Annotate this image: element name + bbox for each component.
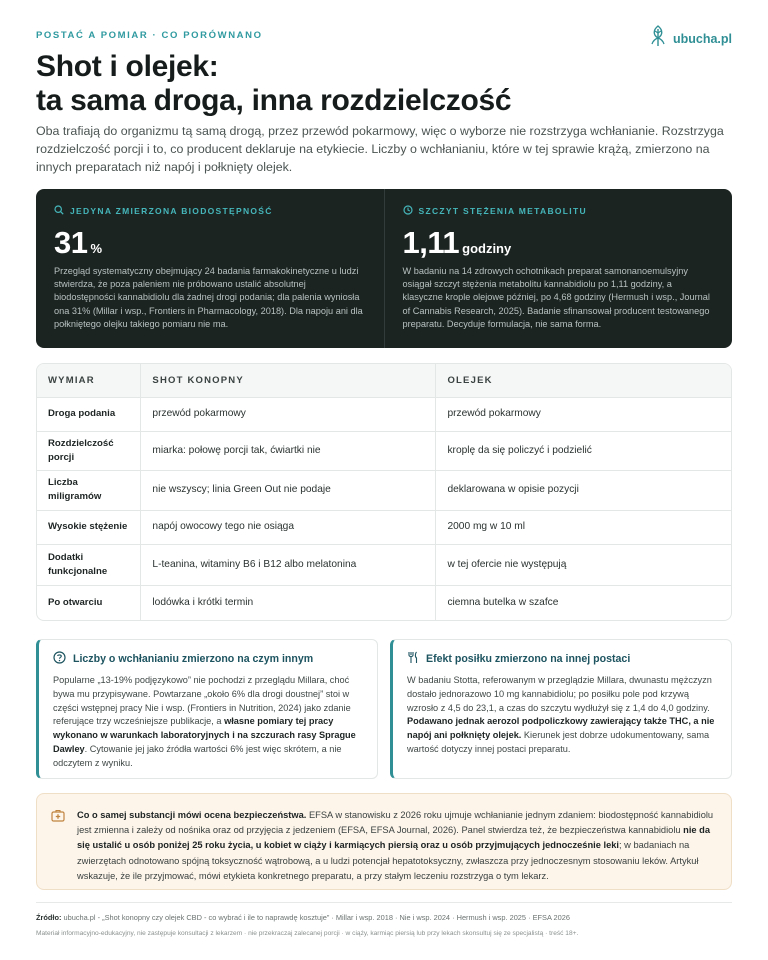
table-row: [37, 470, 731, 510]
table-row: [37, 544, 731, 585]
source-line: Źródło: ubucha.pl - „Shot konopny czy olejek CBD - co wybrać i ile to naprawdę kosztuje” · Millar i wsp. 2018 · Nie i wsp. 2024 · Hermush i wsp. 2025 · EFSA 2026: [36, 913, 570, 922]
medical-kit-icon: [51, 809, 65, 827]
page-title: [36, 50, 511, 118]
table-row: [37, 431, 731, 470]
row-shot-value: napój owocowy tego nie osiąga: [141, 510, 436, 544]
row-shot-value: L-teanina, witaminy B6 i B12 albo melatonina: [141, 544, 436, 585]
leaf-logo-icon: [649, 24, 667, 53]
column-header-dimension: WYMIAR: [37, 364, 141, 397]
card-absorption-numbers: [36, 639, 378, 779]
table-header-row: [37, 364, 731, 397]
fork-knife-icon: [407, 651, 419, 667]
stat-value: 31 %: [54, 225, 103, 260]
comparison-table: [36, 363, 732, 621]
row-dimension: Dodatki funkcjonalne: [37, 544, 141, 585]
row-shot-value: przewód pokarmowy: [141, 397, 436, 431]
row-dimension: Droga podania: [37, 397, 141, 431]
safety-box: [36, 793, 732, 890]
lead-paragraph: Oba trafiają do organizmu tą samą drogą, przez przewód pokarmowy, więc o wyborze nie rozstrzyga wchłanianie. Rozstrzyga rozdzielczość porcji i to, co producent deklaruje na etykiecie. Liczby o wchłanianiu, które w tej sprawie krążą, zmierzono na innych preparatach niż napój i połknięty olejek.: [36, 124, 724, 174]
row-oil-value: deklarowana w opisie pozycji: [436, 470, 731, 510]
row-shot-value: nie wszyscy; linia Green Out nie podaje: [141, 470, 436, 510]
column-header-oil: OLEJEK: [436, 364, 731, 397]
question-icon: [53, 651, 66, 667]
row-shot-value: lodówka i krótki termin: [141, 585, 436, 620]
row-oil-value: przewód pokarmowy: [436, 397, 731, 431]
kicker: POSTAĆ A POMIAR · CO PORÓWNANO: [36, 30, 263, 41]
stat-bioavailability: [36, 189, 384, 348]
row-oil-value: kroplę da się policzyć i podzielić: [436, 431, 731, 470]
card-body: W badaniu Stotta, referowanym w przeglądzie Millara, dwunastu mężczyzn dostało jednorazowo 10 mg kannabidiolu; po posiłku pole pod krzywą wzrosło z 4,5 do 23,1, a czas do szczytu wydłużył się z 1,4 do 4,0 godziny. Podawano jednak aerozol podpoliczkowy zawierający także THC, a nie napój ani połknięty olejek. Kierunek jest dobrze udokumentowany, sama wartość dotyczy innej postaci preparatu.: [407, 675, 715, 754]
brand-logo[interactable]: [649, 24, 732, 53]
card-title: Efekt posiłku zmierzono na innej postaci: [407, 652, 717, 666]
safety-text: Co o samej substancji mówi ocena bezpieczeństwa. EFSA w stanowisku z 2026 roku ujmuje wchłanianie jednym zdaniem: biodostępność kannabidiolu jest zmienna i zależy od nośnika oraz od przyjęcia z jedzeniem (EFSA, EFSA Journal, 2026). Panel stwierdza też, że bezpieczeństwa kannabidiolu nie da się ustalić u osób poniżej 25 roku życia, u kobiet w ciąży i karmiących piersią oraz u osób przyjmujących jednocześnie leki; w badaniach na zwierzętach odnotowano spójną toksyczność wątrobową, a u ludzi potencjał hepatotoksyczny, zwłaszcza przy jednoczesnym stosowaniu leków. Artykuł wskazuje, że ile przyjmować, mówi etykieta konkretnego preparatu, a przy stałym leczeniu rozstrzyga o tym lekarz.: [77, 810, 714, 881]
stats-panel: [36, 189, 732, 348]
table-row: [37, 510, 731, 544]
column-header-shot: SHOT KONOPNY: [141, 364, 436, 397]
row-shot-value: miarka: połowę porcji tak, ćwiartki nie: [141, 431, 436, 470]
table-row: [37, 585, 731, 620]
table-row: [37, 397, 731, 431]
title-line-2: ta sama droga, inna rozdzielczość: [36, 84, 512, 117]
card-meal-effect: [390, 639, 732, 779]
stat-peak-concentration: [384, 189, 733, 348]
divider: [36, 902, 732, 903]
title-line-1: Shot i olejek:: [36, 50, 219, 83]
row-oil-value: 2000 mg w 10 ml: [436, 510, 731, 544]
stat-label: JEDYNA ZMIERZONA BIODOSTĘPNOŚĆ: [54, 205, 366, 217]
card-title: Liczby o wchłanianiu zmierzono na czym innym: [53, 652, 363, 666]
stat-value: 1,11 godziny: [402, 225, 512, 260]
stat-description: Przegląd systematyczny obejmujący 24 badania farmakokinetyczne u ludzi stwierdza, że poza paleniem nie próbowano ustalić absolutnej biodostępności kannabidiolu dla żadnej drogi podania; dla palenia wyniosła ona 31% (Millar i wsp., Frontiers in Pharmacology, 2018). Dla napoju ani dla połkniętego olejku takiego pomiaru nie ma.: [54, 266, 363, 329]
row-oil-value: ciemna butelka w szafce: [447, 596, 559, 608]
row-dimension: Wysokie stężenie: [37, 510, 141, 544]
stat-description: W badaniu na 14 zdrowych ochotnikach preparat samonanoemulsyjny osiągał szczyt stężenia metabolitu kannabidiolu po 1,11 godziny, a klasyczne krople olejowe później, po 4,68 godziny (Hermush i wsp., Journal of Cannabis Research, 2025). Badanie sfinansował producent testowanego preparatu. Decyduje formulacja, nie sama forma.: [402, 266, 710, 329]
row-dimension: Po otwarciu: [37, 585, 141, 620]
brand-name: ubucha.pl: [672, 31, 732, 46]
row-dimension: Liczba miligramów: [37, 470, 141, 510]
card-body: Popularne „13-19% podjęzykowo” nie pochodzi z przeglądu Millara, choć bywa mu przypisywane. Powtarzane „około 6% dla drogi doustnej” stoi w części wstępnej pracy Nie i wsp. (Frontiers in Nutrition, 2024) jako zdanie referujące trzy wcześniejsze publikacje, a własne pomiary tej pracy wykonano w warunkach laboratoryjnych i na szczurach rasy Sprague Dawley. Cytowanie jej jako źródła wartości 6% jest więc skrótem, a nie odczytem z wyniku.: [53, 675, 356, 768]
stat-label: SZCZYT STĘŻENIA METABOLITU: [403, 205, 715, 217]
clock-icon: [403, 205, 413, 217]
row-dimension: Rozdzielczość porcji: [37, 431, 141, 470]
row-oil-value: w tej ofercie nie występują: [436, 544, 731, 585]
disclaimer: Materiał informacyjno-edukacyjny, nie zastępuje konsultacji z lekarzem · nie przekraczaj zalecanej porcji · w ciąży, karmiąc piersią lub przy lekach skonsultuj się ze specjalistą · treść 18+.: [36, 930, 579, 937]
search-icon: [54, 205, 64, 217]
